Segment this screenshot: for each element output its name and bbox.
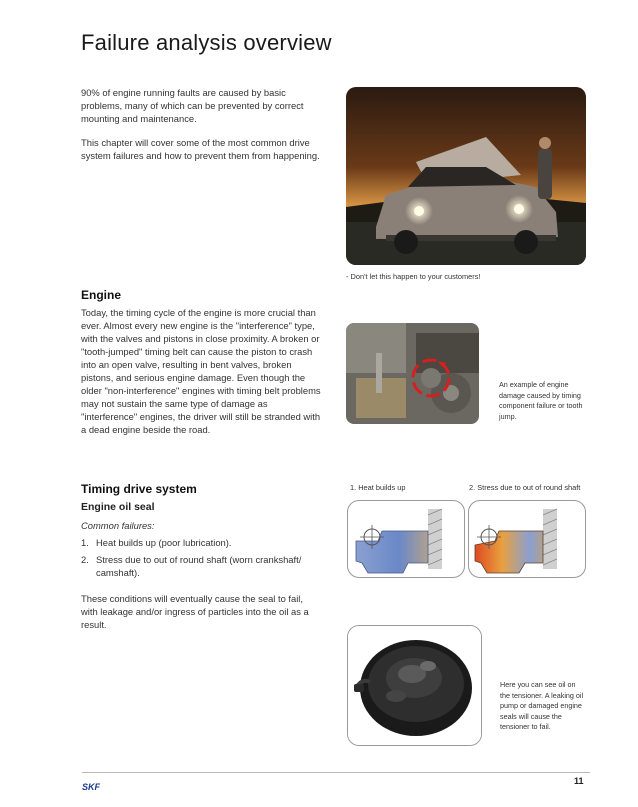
engine-heading: Engine — [81, 288, 122, 302]
seal-heat-diagram — [347, 500, 465, 578]
page-title: Failure analysis overview — [81, 30, 332, 55]
skf-logo — [82, 778, 108, 796]
diagram-1-label: 1. Heat builds up — [350, 483, 406, 492]
oil-seal-subheading: Engine oil seal — [81, 501, 155, 513]
failure-number: 2. — [81, 554, 89, 565]
list-item — [81, 553, 319, 579]
seal-stress-diagram — [468, 500, 586, 578]
footer-divider — [82, 772, 590, 773]
page-number: 11 — [574, 776, 584, 786]
diagram-2-label: 2. Stress due to out of round shaft — [469, 483, 581, 492]
timing-heading: Timing drive system — [81, 482, 197, 496]
list-item — [81, 536, 319, 549]
engine-photo-caption: An example of engine damage caused by timing component failure or tooth jump. — [499, 380, 583, 421]
tensioner-caption: Here you can see oil on the tensioner. A leaking oil pump or damaged engine seals will cause the tensioner to fail. — [500, 680, 584, 731]
oily-tensioner-photo — [347, 625, 482, 746]
timing-conclusion: These conditions will eventually cause the seal to fail, with leakage and/or ingress of particles into the oil as a result. — [81, 593, 309, 630]
failure-text: Heat builds up (poor lubrication). — [96, 537, 232, 548]
failures-list — [81, 536, 319, 583]
engine-body: Today, the timing cycle of the engine is more crucial than ever. Almost every new engine is the "interference" type, with the valves and pistons in close proximity. A broken or "tooth-jumped" timing belt can cause the piston to crash into an open valve, resulting in bent valves, broken pistons, and serious engine damage. Even though the older "non-interference" engines with timing belt problems may not sustain the same type of damage as "interference" engines, the driver will still be stranded with a dead engine beside the road. — [81, 307, 321, 435]
car-breakdown-photo — [346, 87, 586, 265]
svg-text:SKF: SKF — [82, 782, 100, 791]
common-failures-label: Common failures: — [81, 520, 155, 531]
intro-paragraph-2: This chapter will cover some of the most common drive system failures and how to prevent them from happening. — [81, 137, 320, 161]
car-photo-caption: - Don't let this happen to your customers! — [346, 272, 481, 281]
engine-damage-photo — [346, 323, 479, 424]
failure-number: 1. — [81, 537, 89, 548]
failure-text: Stress due to out of round shaft (worn crankshaft/ camshaft). — [96, 554, 302, 578]
intro-paragraph-1: 90% of engine running faults are caused by basic problems, many of which can be prevented by correct mounting and maintenance. — [81, 87, 304, 124]
